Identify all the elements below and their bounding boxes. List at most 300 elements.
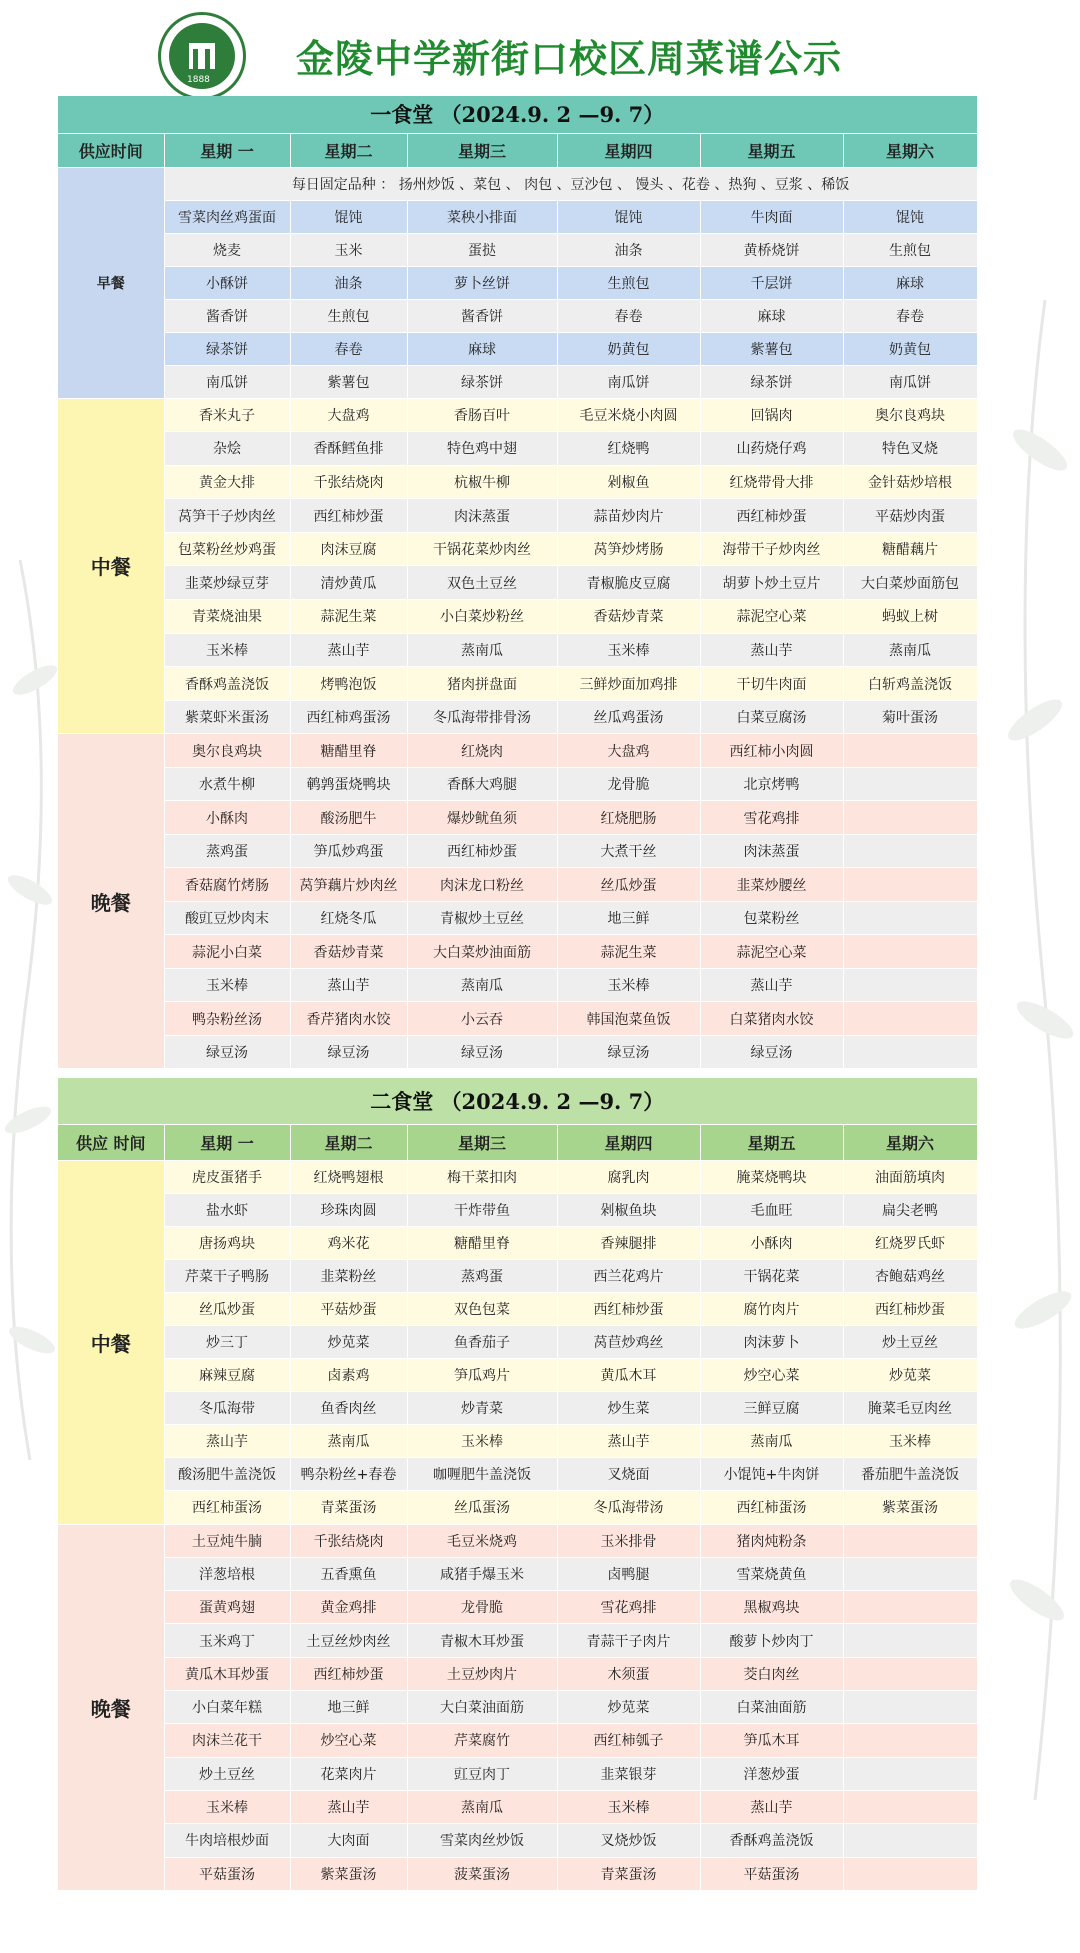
dish-cell: 腐竹肉片: [700, 1292, 843, 1325]
dish-cell: 蒜泥空心菜: [700, 600, 843, 634]
page-header: [158, 12, 958, 102]
dish-cell: 蒜泥生菜: [290, 600, 407, 634]
dish-cell: 红烧肉: [407, 734, 557, 768]
dish-cell: 五香熏鱼: [290, 1557, 407, 1590]
dish-cell: 毛血旺: [700, 1193, 843, 1226]
dish-cell: 黄金鸡排: [290, 1591, 407, 1624]
meal-label: 中餐: [58, 398, 164, 734]
dish-cell: 毛豆米烧鸡: [407, 1524, 557, 1557]
dish-cell: 绿豆汤: [557, 1035, 700, 1069]
table-row: [58, 734, 977, 768]
dish-cell: 绿豆汤: [164, 1035, 290, 1069]
dish-cell: 蛋黄鸡翅: [164, 1591, 290, 1624]
day-header: 星期六: [843, 1124, 977, 1160]
dish-cell: 香菇炒青菜: [290, 935, 407, 969]
table-row: [58, 299, 977, 332]
dish-cell: 杭椒牛柳: [407, 465, 557, 499]
table-row: [58, 600, 977, 634]
dish-cell: 梅干菜扣肉: [407, 1160, 557, 1193]
table-row: [58, 868, 977, 902]
dish-cell: 叉烧面: [557, 1458, 700, 1491]
dish-cell: 红烧罗氏虾: [843, 1226, 977, 1259]
table-row: [58, 1002, 977, 1036]
table-row: [58, 1392, 977, 1425]
table-row: [58, 1292, 977, 1325]
dish-cell: 绿豆汤: [700, 1035, 843, 1069]
dish-cell: 包菜粉丝炒鸡蛋: [164, 532, 290, 566]
dish-cell: 清炒黄瓜: [290, 566, 407, 600]
dish-cell: 芹菜干子鸭肠: [164, 1259, 290, 1292]
dish-cell: 黄桥烧饼: [700, 233, 843, 266]
dish-cell: 香米丸子: [164, 398, 290, 432]
dish-cell: 玉米棒: [164, 633, 290, 667]
dish-cell: 黑椒鸡块: [700, 1591, 843, 1624]
dish-cell: 山药烧仔鸡: [700, 432, 843, 466]
dish-cell: [843, 901, 977, 935]
dish-cell: [843, 1624, 977, 1657]
dish-cell: 香菇腐竹烤肠: [164, 868, 290, 902]
day-header: 星期三: [407, 1124, 557, 1160]
dish-cell: 酸豇豆炒肉末: [164, 901, 290, 935]
dish-cell: 丝瓜炒蛋: [557, 868, 700, 902]
dish-cell: 鱼香肉丝: [290, 1392, 407, 1425]
dish-cell: 玉米棒: [164, 1790, 290, 1823]
dish-cell: 玉米棒: [557, 1790, 700, 1823]
cafeteria1-title: 一食堂 （2024.9. 2 —9. 7）: [58, 96, 977, 133]
dish-cell: 西红柿瓠子: [557, 1724, 700, 1757]
dish-cell: 玉米排骨: [557, 1524, 700, 1557]
dish-cell: 春卷: [290, 332, 407, 365]
dish-cell: 海带干子炒肉丝: [700, 532, 843, 566]
dish-cell: 紫薯包: [700, 332, 843, 365]
dish-cell: 玉米棒: [557, 968, 700, 1002]
dish-cell: 小云吞: [407, 1002, 557, 1036]
meal-label: 早餐: [58, 167, 164, 398]
dish-cell: 奥尔良鸡块: [164, 734, 290, 768]
time-header: 供应时间: [58, 133, 164, 167]
table-row: [58, 1226, 977, 1259]
dish-cell: 菊叶蛋汤: [843, 700, 977, 734]
dish-cell: 蒸南瓜: [407, 633, 557, 667]
dish-cell: 香酥鸡盖浇饭: [700, 1824, 843, 1857]
dish-cell: 香酥大鸡腿: [407, 767, 557, 801]
dish-cell: 莴笋藕片炒肉丝: [290, 868, 407, 902]
dish-cell: 蛋挞: [407, 233, 557, 266]
dish-cell: 红烧鸭翅根: [290, 1160, 407, 1193]
table-row: [58, 200, 977, 233]
table-row: [58, 801, 977, 835]
dish-cell: 莴苣炒鸡丝: [557, 1325, 700, 1358]
dish-cell: 香酥鸡盖浇饭: [164, 667, 290, 701]
dish-cell: 春卷: [843, 299, 977, 332]
dish-cell: 胡萝卜炒土豆片: [700, 566, 843, 600]
dish-cell: 蚂蚁上树: [843, 600, 977, 634]
table-row: [58, 1035, 977, 1069]
dish-cell: 大煮干丝: [557, 834, 700, 868]
dish-cell: 酱香饼: [407, 299, 557, 332]
dish-cell: 红烧肥肠: [557, 801, 700, 835]
table-row: [58, 1524, 977, 1557]
cafeteria2-menu-table: [58, 1078, 978, 1891]
dish-cell: 黄瓜木耳: [557, 1359, 700, 1392]
dish-cell: 唐扬鸡块: [164, 1226, 290, 1259]
dish-cell: 大盘鸡: [557, 734, 700, 768]
dish-cell: 大白菜油面筋: [407, 1691, 557, 1724]
table-row: [58, 633, 977, 667]
dish-cell: 西红柿小肉圆: [700, 734, 843, 768]
dish-cell: 三鲜豆腐: [700, 1392, 843, 1425]
dish-cell: 花菜肉片: [290, 1757, 407, 1790]
table-row: [58, 465, 977, 499]
dish-cell: 卤素鸡: [290, 1359, 407, 1392]
dish-cell: 肉沫龙口粉丝: [407, 868, 557, 902]
table-row: [58, 1691, 977, 1724]
dish-cell: [843, 1657, 977, 1690]
dish-cell: 千层饼: [700, 266, 843, 299]
dish-cell: [843, 1035, 977, 1069]
dish-cell: [843, 834, 977, 868]
dish-cell: 小酥肉: [700, 1226, 843, 1259]
dish-cell: 木须蛋: [557, 1657, 700, 1690]
dish-cell: 青菜蛋汤: [557, 1857, 700, 1890]
dish-cell: 干锅花菜: [700, 1259, 843, 1292]
dish-cell: 千张结烧肉: [290, 1524, 407, 1557]
dish-cell: 西红柿炒蛋: [290, 1657, 407, 1690]
dish-cell: 土豆炒肉片: [407, 1657, 557, 1690]
dish-cell: [843, 1557, 977, 1590]
dish-cell: 玉米棒: [843, 1425, 977, 1458]
dish-cell: 金针菇炒培根: [843, 465, 977, 499]
dish-cell: 大白菜炒油面筋: [407, 935, 557, 969]
dish-cell: 笋瓜鸡片: [407, 1359, 557, 1392]
dish-cell: 干炸带鱼: [407, 1193, 557, 1226]
day-header: 星期五: [700, 133, 843, 167]
dish-cell: 牛肉面: [700, 200, 843, 233]
dish-cell: 地三鲜: [557, 901, 700, 935]
dish-cell: 菜秧小排面: [407, 200, 557, 233]
dish-cell: 糖醋里脊: [290, 734, 407, 768]
dish-cell: 紫菜虾米蛋汤: [164, 700, 290, 734]
dish-cell: 糖醋藕片: [843, 532, 977, 566]
table-row: [58, 767, 977, 801]
dish-cell: 绿豆汤: [407, 1035, 557, 1069]
dish-cell: 包菜粉丝: [700, 901, 843, 935]
dish-cell: 白斩鸡盖浇饭: [843, 667, 977, 701]
dish-cell: 腌菜烧鸭块: [700, 1160, 843, 1193]
dish-cell: 炒苋菜: [843, 1359, 977, 1392]
dish-cell: 西红柿炒蛋: [290, 499, 407, 533]
table-row: [58, 365, 977, 398]
dish-cell: 奥尔良鸡块: [843, 398, 977, 432]
dish-cell: 玉米棒: [407, 1425, 557, 1458]
day-header: 星期三: [407, 133, 557, 167]
dish-cell: 馄饨: [290, 200, 407, 233]
dish-cell: 扁尖老鸭: [843, 1193, 977, 1226]
dish-cell: 玉米: [290, 233, 407, 266]
day-header: 星期五: [700, 1124, 843, 1160]
dish-cell: 酸萝卜炒肉丁: [700, 1624, 843, 1657]
dish-cell: 剁椒鱼: [557, 465, 700, 499]
dish-cell: [843, 1757, 977, 1790]
dish-cell: [843, 1524, 977, 1557]
dish-cell: 韭菜炒腰丝: [700, 868, 843, 902]
dish-cell: [843, 968, 977, 1002]
dish-cell: 青椒木耳炒蛋: [407, 1624, 557, 1657]
table-row: [58, 1193, 977, 1226]
dish-cell: 绿豆汤: [290, 1035, 407, 1069]
dish-cell: 小酥饼: [164, 266, 290, 299]
table-row: [58, 1458, 977, 1491]
table-row: [58, 1624, 977, 1657]
dish-cell: 蒸山芋: [700, 1790, 843, 1823]
dish-cell: 麻辣豆腐: [164, 1359, 290, 1392]
dish-cell: 蒸山芋: [164, 1425, 290, 1458]
table-row: [58, 432, 977, 466]
school-logo: [158, 12, 246, 100]
dish-cell: 春卷: [557, 299, 700, 332]
dish-cell: 丝瓜炒蛋: [164, 1292, 290, 1325]
table-row: [58, 667, 977, 701]
dish-cell: 雪花鸡排: [557, 1591, 700, 1624]
dish-cell: 水煮牛柳: [164, 767, 290, 801]
dish-cell: 油面筋填肉: [843, 1160, 977, 1193]
dish-cell: 豇豆肉丁: [407, 1757, 557, 1790]
dish-cell: 蒜泥空心菜: [700, 935, 843, 969]
dish-cell: 蒜泥生菜: [557, 935, 700, 969]
dish-cell: 糖醋里脊: [407, 1226, 557, 1259]
cafeteria1-menu-table: [58, 96, 978, 1069]
dish-cell: 大肉面: [290, 1824, 407, 1857]
table-row: [58, 1359, 977, 1392]
dish-cell: 香菇炒青菜: [557, 600, 700, 634]
dish-cell: 龙骨脆: [407, 1591, 557, 1624]
table-row: [58, 332, 977, 365]
dish-cell: [843, 1857, 977, 1890]
dish-cell: 盐水虾: [164, 1193, 290, 1226]
dish-cell: 油条: [290, 266, 407, 299]
dish-cell: 烤鸭泡饭: [290, 667, 407, 701]
dish-cell: 冬瓜海带排骨汤: [407, 700, 557, 734]
dish-cell: 西红柿炒蛋: [843, 1292, 977, 1325]
table-row: [58, 935, 977, 969]
dish-cell: 绿茶饼: [700, 365, 843, 398]
table-row: [58, 1160, 977, 1193]
dish-cell: [843, 868, 977, 902]
dish-cell: [843, 801, 977, 835]
dish-cell: 香芹猪肉水饺: [290, 1002, 407, 1036]
dish-cell: 毛豆米烧小肉圆: [557, 398, 700, 432]
dish-cell: [843, 1824, 977, 1857]
dish-cell: 青蒜干子肉片: [557, 1624, 700, 1657]
dish-cell: 蒸鸡蛋: [164, 834, 290, 868]
dish-cell: 蒸山芋: [700, 968, 843, 1002]
dish-cell: 杏鲍菇鸡丝: [843, 1259, 977, 1292]
dish-cell: 蒸山芋: [290, 1790, 407, 1823]
meal-label: 中餐: [58, 1160, 164, 1524]
dish-cell: 肉沫萝卜: [700, 1325, 843, 1358]
dish-cell: 蒸山芋: [290, 968, 407, 1002]
dish-cell: 肉沫豆腐: [290, 532, 407, 566]
day-header: 星期二: [290, 1124, 407, 1160]
table-row: [58, 1325, 977, 1358]
table-row: [58, 566, 977, 600]
dish-cell: 白菜豆腐汤: [700, 700, 843, 734]
dish-cell: [843, 1691, 977, 1724]
dish-cell: 肉沫蒸蛋: [700, 834, 843, 868]
dish-cell: 炒苋菜: [290, 1325, 407, 1358]
day-header: 星期六: [843, 133, 977, 167]
dish-cell: 酱香饼: [164, 299, 290, 332]
dish-cell: 麻球: [700, 299, 843, 332]
dish-cell: 叉烧炒饭: [557, 1824, 700, 1857]
table-row: [58, 499, 977, 533]
dish-cell: 龙骨脆: [557, 767, 700, 801]
dish-cell: 红烧冬瓜: [290, 901, 407, 935]
day-header: 星期 一: [164, 133, 290, 167]
dish-cell: 蒸南瓜: [290, 1425, 407, 1458]
table-row: [58, 1724, 977, 1757]
dish-cell: 紫菜蛋汤: [843, 1491, 977, 1524]
dish-cell: 炒青菜: [407, 1392, 557, 1425]
day-header-row: [58, 133, 977, 167]
dish-cell: 鱼香茄子: [407, 1325, 557, 1358]
dish-cell: 莴笋干子炒肉丝: [164, 499, 290, 533]
dish-cell: 玉米棒: [557, 633, 700, 667]
dish-cell: 玉米棒: [164, 968, 290, 1002]
dish-cell: 茭白肉丝: [700, 1657, 843, 1690]
dish-cell: 炒三丁: [164, 1325, 290, 1358]
dish-cell: [843, 1591, 977, 1624]
dish-cell: 生煎包: [843, 233, 977, 266]
dish-cell: 青椒脆皮豆腐: [557, 566, 700, 600]
dish-cell: 蒸山芋: [290, 633, 407, 667]
dish-cell: 洋葱炒蛋: [700, 1757, 843, 1790]
dish-cell: 莴笋炒烤肠: [557, 532, 700, 566]
dish-cell: 冬瓜海带汤: [557, 1491, 700, 1524]
dish-cell: 菠菜蛋汤: [407, 1857, 557, 1890]
dish-cell: 小白菜年糕: [164, 1691, 290, 1724]
dish-cell: 青菜烧油果: [164, 600, 290, 634]
dish-cell: 青椒炒土豆丝: [407, 901, 557, 935]
leaf-decoration-right: [985, 300, 1080, 1800]
dish-cell: [843, 734, 977, 768]
dish-cell: 生煎包: [290, 299, 407, 332]
dish-cell: 黄瓜木耳炒蛋: [164, 1657, 290, 1690]
table-row: [58, 834, 977, 868]
dish-cell: 土豆炖牛腩: [164, 1524, 290, 1557]
dish-cell: 腌菜毛豆肉丝: [843, 1392, 977, 1425]
dish-cell: 杂烩: [164, 432, 290, 466]
dish-cell: 猪肉拼盘面: [407, 667, 557, 701]
dish-cell: 地三鲜: [290, 1691, 407, 1724]
dish-cell: 麻球: [407, 332, 557, 365]
dish-cell: 酸汤肥牛: [290, 801, 407, 835]
dish-cell: 牛肉培根炒面: [164, 1824, 290, 1857]
dish-cell: 奶黄包: [843, 332, 977, 365]
dish-cell: 鹌鹑蛋烧鸭块: [290, 767, 407, 801]
dish-cell: 炒空心菜: [290, 1724, 407, 1757]
table-row: [58, 1657, 977, 1690]
meal-label: 晚餐: [58, 734, 164, 1069]
dish-cell: 绿茶饼: [164, 332, 290, 365]
dish-cell: 笋瓜炒鸡蛋: [290, 834, 407, 868]
dish-cell: 香肠百叶: [407, 398, 557, 432]
table-row: [58, 266, 977, 299]
dish-cell: 西红柿炒蛋: [700, 499, 843, 533]
logo-year: 1888: [187, 75, 210, 85]
dish-cell: 鸭杂粉丝+春卷: [290, 1458, 407, 1491]
dish-cell: 西红柿炒蛋: [557, 1292, 700, 1325]
day-header-row: [58, 1124, 977, 1160]
dish-cell: 生煎包: [557, 266, 700, 299]
dish-cell: 鸡米花: [290, 1226, 407, 1259]
table-row: [58, 1790, 977, 1823]
dish-cell: 北京烤鸭: [700, 767, 843, 801]
dish-cell: 白菜油面筋: [700, 1691, 843, 1724]
dish-cell: 炒苋菜: [557, 1691, 700, 1724]
dish-cell: 肉沫兰花干: [164, 1724, 290, 1757]
table-row: [58, 532, 977, 566]
dish-cell: 紫薯包: [290, 365, 407, 398]
day-header: 星期 一: [164, 1124, 290, 1160]
dish-cell: 雪菜肉丝鸡蛋面: [164, 200, 290, 233]
dish-cell: 双色土豆丝: [407, 566, 557, 600]
dish-cell: 西红柿蛋汤: [700, 1491, 843, 1524]
dish-cell: 小酥肉: [164, 801, 290, 835]
dish-cell: 千张结烧肉: [290, 465, 407, 499]
table-row: [58, 700, 977, 734]
dish-cell: 紫菜蛋汤: [290, 1857, 407, 1890]
dish-cell: 平菇炒肉蛋: [843, 499, 977, 533]
dish-cell: 回锅肉: [700, 398, 843, 432]
page-title: 金陵中学新街口校区周菜谱公示: [296, 37, 843, 81]
dish-cell: 西红柿炒蛋: [407, 834, 557, 868]
dish-cell: 蒜泥小白菜: [164, 935, 290, 969]
dish-cell: 笋瓜木耳: [700, 1724, 843, 1757]
dish-cell: [843, 1002, 977, 1036]
dish-cell: 平菇蛋汤: [164, 1857, 290, 1890]
dish-cell: 肉沫蒸蛋: [407, 499, 557, 533]
dish-cell: 红烧鸭: [557, 432, 700, 466]
dish-cell: 香酥鳕鱼排: [290, 432, 407, 466]
table-row: [58, 1824, 977, 1857]
dish-cell: 冬瓜海带: [164, 1392, 290, 1425]
dish-cell: 猪肉炖粉条: [700, 1524, 843, 1557]
dish-cell: 西红柿蛋汤: [164, 1491, 290, 1524]
dish-cell: 蒸南瓜: [700, 1425, 843, 1458]
dish-cell: 丝瓜蛋汤: [407, 1491, 557, 1524]
dish-cell: 韭菜粉丝: [290, 1259, 407, 1292]
dish-cell: 特色叉烧: [843, 432, 977, 466]
dish-cell: 干锅花菜炒肉丝: [407, 532, 557, 566]
dish-cell: 炒空心菜: [700, 1359, 843, 1392]
dish-cell: 雪花鸡排: [700, 801, 843, 835]
dish-cell: 白菜猪肉水饺: [700, 1002, 843, 1036]
dish-cell: 洋葱培根: [164, 1557, 290, 1590]
dish-cell: 麻球: [843, 266, 977, 299]
fixed-items-note: 每日固定品种 ： 扬州炒饭 、菜包 、 肉包 、豆沙包 、 馒头 、花卷 、热狗 、豆浆 、稀饭: [164, 167, 977, 200]
table-row: [58, 1857, 977, 1890]
dish-cell: 番茄肥牛盖浇饭: [843, 1458, 977, 1491]
dish-cell: 咸猪手爆玉米: [407, 1557, 557, 1590]
dish-cell: 卤鸭腿: [557, 1557, 700, 1590]
dish-cell: 南瓜饼: [557, 365, 700, 398]
dish-cell: 腐乳肉: [557, 1160, 700, 1193]
dish-cell: 蒸山芋: [557, 1425, 700, 1458]
table-row: [58, 1557, 977, 1590]
table-row: [58, 901, 977, 935]
dish-cell: 西兰花鸡片: [557, 1259, 700, 1292]
